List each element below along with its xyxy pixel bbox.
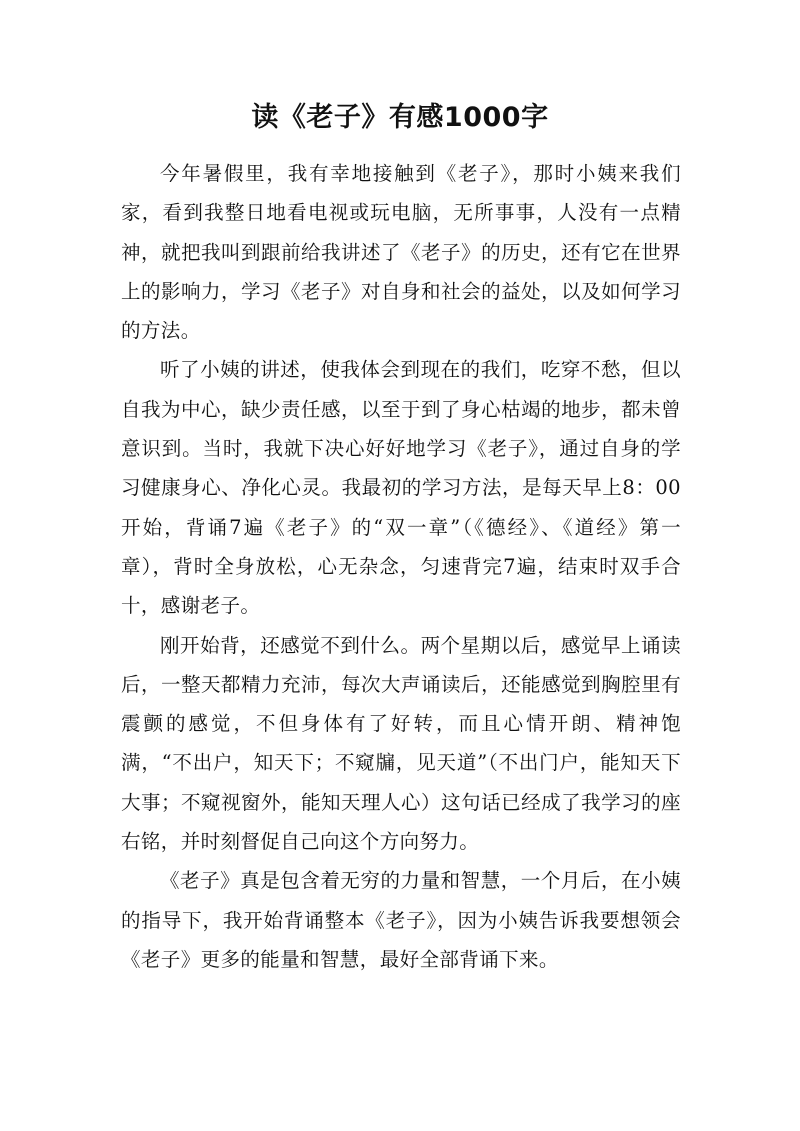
document-title: 读《老子》有感1000字 (251, 102, 549, 133)
paragraph-1: 今年暑假里，我有幸地接触到《老子》，那时小姨来我们家，看到我整日地看电视或玩电脑，无所事事，人没有一点精神，就把我叫到跟前给我讲述了《老子》的历史，还有它在世界上的影响力，学习《老子》对自身和社会的益处，以及如何学习的方法。 (121, 162, 681, 343)
document-body (121, 154, 681, 979)
paragraph-4: 《老子》真是包含着无穷的力量和智慧，一个月后，在小姨的指导下，我开始背诵整本《老子》，因为小姨告诉我要想领会《老子》更多的能量和智慧，最好全部背诵下来。 (121, 869, 681, 971)
paragraph-2: 听了小姨的讲述，使我体会到现在的我们，吃穿不愁，但以自我为中心，缺少责任感，以至于到了身心枯竭的地步，都未曾意识到。当时，我就下决心好好地学习《老子》，通过自身的学习健康身心、净化心灵。我最初的学习方法，是每天早上8：00开始，背诵7遍《老子》的“双一章”（《德经》、《道经》第一章），背时全身放松，心无杂念，匀速背完7遍，结束时双手合十，感谢老子。 (121, 358, 681, 618)
paragraph-3: 刚开始背，还感觉不到什么。两个星期以后，感觉早上诵读后，一整天都精力充沛，每次大声诵读后，还能感觉到胸腔里有震颤的感觉，不但身体有了好转，而且心情开朗、精神饱满，“不出户，知天下；不窥牖，见天道”（不出门户，能知天下大事；不窥视窗外，能知天理人心）这句话已经成了我学习的座右铭，并时刻督促自己向这个方向努力。 (121, 633, 681, 854)
